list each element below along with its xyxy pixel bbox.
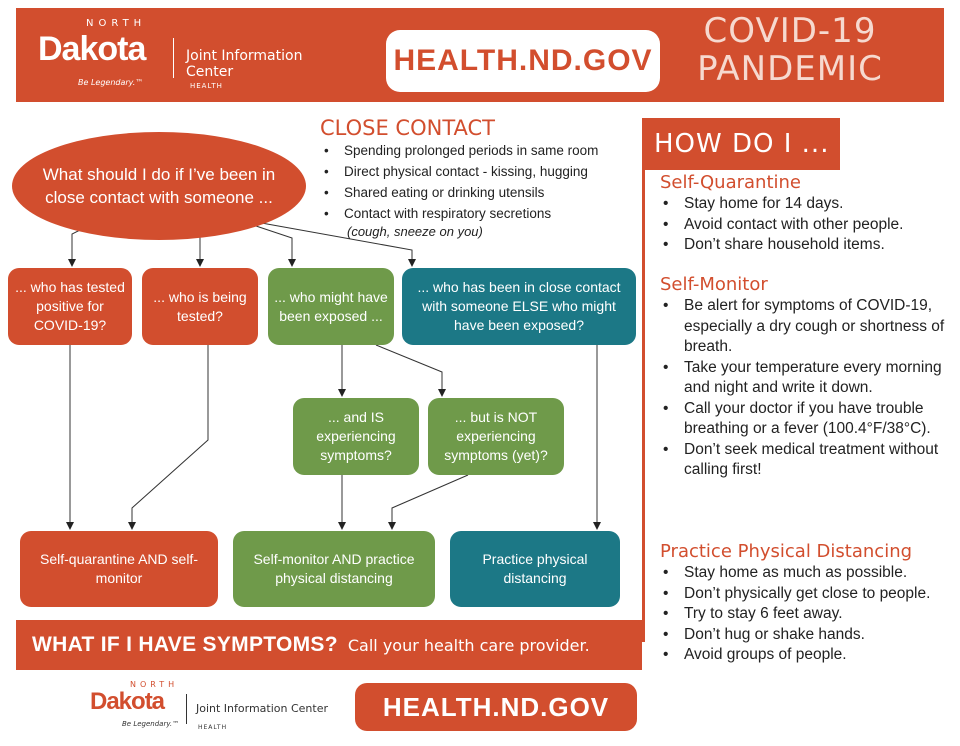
footer-logo — [90, 680, 350, 736]
arrow-to-might-be-exposed — [256, 226, 292, 266]
arrow-notsymptomatic-to-monitor — [392, 475, 468, 529]
flow-outcome-distancing: Practice physical distancing — [450, 531, 620, 607]
footer-logo-dept: HEALTH — [198, 724, 228, 731]
title-line-1: COVID-19 — [703, 11, 877, 51]
list-item: • Don’t hug or shake hands. — [660, 625, 960, 646]
list-item: • Stay home for 14 days. — [660, 194, 960, 215]
logo-dakota: Dakota — [38, 30, 146, 68]
list-item: • Don’t share household items. — [660, 235, 960, 256]
close-contact-item: • Contact with respiratory secretions — [322, 203, 642, 224]
flow-tested-positive: ... who has tested positive for COVID-19? — [8, 268, 132, 345]
footer-logo-tagline: Be Legendary.™ — [122, 720, 180, 728]
section-title-monitor: Self-Monitor — [660, 274, 768, 295]
flow-question: What should I do if I’ve been in close contact with someone ... — [12, 132, 306, 240]
logo-north: NORTH — [86, 18, 147, 29]
list-item: • Try to stay 6 feet away. — [660, 604, 960, 625]
flow-not-symptomatic: ... but is NOT experiencing symptoms (yet)? — [428, 398, 564, 475]
section-title-distancing: Practice Physical Distancing — [660, 541, 913, 562]
arrow-tested-to-quarantine — [132, 345, 208, 529]
footer-logo-center: Joint Information Center — [196, 702, 329, 715]
symptoms-heading: WHAT IF I HAVE SYMPTOMS? — [32, 633, 338, 656]
close-contact-note: (cough, sneeze on you) — [347, 224, 483, 239]
flow-is-symptomatic: ... and IS experiencing symptoms? — [293, 398, 419, 475]
footer-logo-dakota: Dakota — [90, 688, 165, 715]
list-item: • Avoid contact with other people. — [660, 215, 960, 236]
close-contact-item: • Direct physical contact - kissing, hugging — [322, 161, 642, 182]
list-item: • Stay home as much as possible. — [660, 563, 960, 584]
close-contact-item: • Shared eating or drinking utensils — [322, 182, 642, 203]
section-list-distancing — [660, 563, 960, 666]
symptoms-text: Call your health care provider. — [347, 635, 590, 655]
title-line-2: PANDEMIC — [697, 49, 883, 89]
footer-logo-north: NORTH — [130, 680, 179, 689]
list-item: • Don’t seek medical treatment without calling first! — [660, 440, 960, 481]
how-do-i-header: HOW DO I ... — [642, 118, 840, 170]
close-contact-title: CLOSE CONTACT — [320, 116, 496, 140]
close-contact-item: • Spending prolonged periods in same room — [322, 140, 642, 161]
header-url-link[interactable]: HEALTH.ND.GOV — [386, 30, 660, 92]
panel-border — [642, 170, 645, 642]
section-list-quarantine — [660, 194, 960, 256]
logo-center: Joint Information Center — [186, 48, 303, 80]
symptoms-banner — [16, 620, 642, 670]
logo-divider — [173, 38, 174, 78]
logo-tagline: Be Legendary.™ — [78, 78, 144, 87]
footer-url-link[interactable]: HEALTH.ND.GOV — [355, 683, 637, 731]
section-list-monitor — [660, 296, 960, 481]
list-item: • Call your doctor if you have trouble breathing or a fever (100.4°F/38°C). — [660, 399, 960, 440]
flow-outcome-quarantine: Self-quarantine AND self-monitor — [20, 531, 218, 607]
how-do-i-panel — [642, 114, 960, 663]
flow-contact-else: ... who has been in close contact with someone ELSE who might have been exposed? — [402, 268, 636, 345]
list-item: • Don’t physically get close to people. — [660, 584, 960, 605]
close-contact-list — [322, 140, 642, 224]
footer-logo-divider — [186, 694, 187, 724]
arrow-to-not-symptomatic — [376, 345, 442, 396]
page-title — [680, 12, 900, 88]
list-item: • Be alert for symptoms of COVID-19, especially a dry cough or shortness of breath. — [660, 296, 960, 358]
list-item: • Avoid groups of people. — [660, 645, 960, 666]
nd-logo — [38, 18, 338, 88]
flow-being-tested: ... who is being tested? — [142, 268, 258, 345]
section-title-quarantine: Self-Quarantine — [660, 172, 801, 193]
logo-dept: HEALTH — [190, 82, 223, 90]
flow-outcome-monitor: Self-monitor AND practice physical distancing — [233, 531, 435, 607]
list-item: • Take your temperature every morning and night and write it down. — [660, 358, 960, 399]
flow-might-be-exposed: ... who might have been exposed ... — [268, 268, 394, 345]
